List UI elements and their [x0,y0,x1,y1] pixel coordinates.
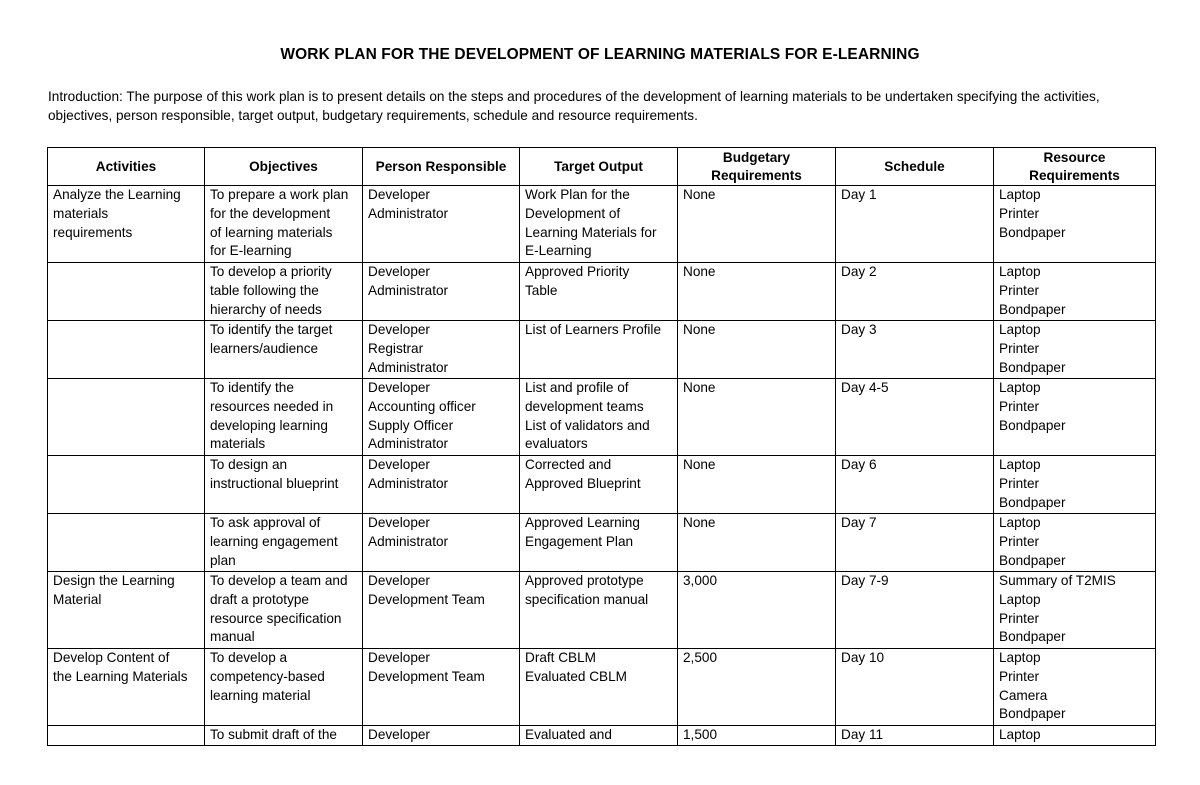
header-objectives: Objectives [205,148,363,186]
cell-target-output-line: E-Learning [525,243,592,259]
table-row [48,321,1156,379]
cell-target-output-line: Approved prototype [525,573,644,588]
cell-target-output-line: Corrected and [525,457,612,472]
cell-person-responsible [363,186,520,263]
header-budget-line: Requirements [711,167,802,183]
cell-schedule [836,572,994,649]
cell-resources-line: Summary of T2MIS [999,573,1116,588]
header-resource-line: Requirements [1029,167,1120,183]
cell-target-output-line: Evaluated CBLM [525,668,628,684]
table-row [48,263,1156,321]
cell-target-output [520,572,678,649]
cell-schedule [836,456,994,514]
cell-objective-line: learning material [210,687,311,703]
cell-objective-line: To develop a priority [210,264,332,279]
cell-resources-line: Bondpaper [999,359,1066,375]
cell-resources-line: Laptop [999,515,1041,530]
cell-objective [205,186,363,263]
cell-objective [205,321,363,379]
cell-schedule [836,379,994,456]
intro-line: objectives, person responsible, target output, budgetary requirements, schedule and resource requirements. [48,108,698,123]
cell-schedule [836,321,994,379]
cell-target-output-line: specification manual [525,591,649,607]
cell-target-output-line: Approved Blueprint [525,475,641,491]
cell-schedule [836,186,994,263]
cell-objective [205,514,363,572]
cell-activity [48,456,205,514]
table-header-row [48,148,1156,186]
cell-budget-value: None [683,264,716,279]
cell-budget-value: None [683,187,716,202]
cell-target-output [520,263,678,321]
header-resource-line: Resource [1043,149,1106,165]
table-row [48,572,1156,649]
cell-objective-line: manual [210,629,255,645]
cell-person-responsible-line: Developer [368,264,430,279]
cell-schedule-value: Day 3 [841,322,877,337]
cell-schedule-value: Day 4-5 [841,380,889,395]
cell-person-responsible-line: Administrator [368,475,449,491]
cell-objective [205,572,363,649]
cell-objective-line: of learning materials [210,224,333,240]
cell-resources-line: Printer [999,668,1040,684]
cell-target-output-line: List and profile of [525,380,629,395]
cell-budget [678,186,836,263]
cell-person-responsible-line: Supply Officer [368,417,454,433]
cell-objective-line: for E-learning [210,243,292,259]
cell-target-output [520,456,678,514]
cell-target-output [520,649,678,726]
cell-person-responsible [363,649,520,726]
cell-activity-line: Analyze the Learning [53,187,181,202]
table-row [48,186,1156,263]
cell-person-responsible-line: Administrator [368,282,449,298]
cell-resources-line: Bondpaper [999,706,1066,722]
cell-resources-line: Bondpaper [999,629,1066,645]
cell-activity-line: materials [53,205,109,221]
cell-resources-line: Laptop [999,380,1041,395]
cell-resources [994,726,1156,746]
cell-activity [48,649,205,726]
cell-person-responsible-line: Developer [368,380,430,395]
cell-person-responsible-line: Registrar [368,340,424,356]
cell-objective-line: To ask approval of [210,515,321,530]
cell-person-responsible [363,456,520,514]
cell-resources [994,186,1156,263]
cell-objective [205,649,363,726]
cell-target-output-line: development teams [525,398,644,414]
cell-objective-line: competency-based [210,668,325,684]
cell-resources-line: Printer [999,398,1040,414]
cell-activity-line: Design the Learning [53,573,175,588]
cell-target-output-line: Approved Priority [525,264,630,279]
cell-person-responsible [363,263,520,321]
header-budgetary-requirements [678,148,836,186]
cell-budget [678,321,836,379]
table-row [48,726,1156,746]
cell-person-responsible-line: Developer [368,457,430,472]
cell-resources-line: Bondpaper [999,552,1066,568]
cell-person-responsible [363,321,520,379]
cell-schedule-value: Day 7-9 [841,573,889,588]
cell-resources-line: Laptop [999,457,1041,472]
cell-target-output-line: Work Plan for the [525,187,630,202]
cell-activity [48,263,205,321]
cell-resources-line: Laptop [999,264,1041,279]
cell-resources-line: Printer [999,282,1040,298]
cell-budget [678,263,836,321]
cell-resources [994,572,1156,649]
header-target-output: Target Output [520,148,678,186]
cell-resources [994,321,1156,379]
cell-resources-line: Laptop [999,727,1041,742]
table-row [48,514,1156,572]
cell-target-output-line: Development of [525,205,621,221]
cell-objective-line: To prepare a work plan [210,187,349,202]
introduction-paragraph [48,87,1158,125]
cell-budget [678,379,836,456]
cell-person-responsible [363,572,520,649]
cell-budget-value: 1,500 [683,727,718,742]
cell-person-responsible-line: Administrator [368,533,449,549]
header-person-responsible: Person Responsible [363,148,520,186]
cell-resources-line: Laptop [999,187,1041,202]
cell-resources-line: Printer [999,533,1040,549]
cell-person-responsible-line: Developer [368,515,430,530]
cell-target-output-line: Approved Learning [525,515,640,530]
cell-resources-line: Bondpaper [999,494,1066,510]
cell-target-output-line: Learning Materials for [525,224,657,240]
cell-objective-line: table following the [210,282,319,298]
cell-resources-line: Printer [999,475,1040,491]
cell-target-output-line: List of validators and [525,417,650,433]
cell-person-responsible-line: Developer [368,322,430,337]
cell-resources-line: Camera [999,687,1048,703]
cell-target-output-line: Draft CBLM [525,650,597,665]
cell-resources [994,649,1156,726]
cell-objective-line: hierarchy of needs [210,301,322,317]
cell-objective-line: To develop a team and [210,573,348,588]
cell-activity [48,379,205,456]
cell-activity [48,726,205,746]
cell-schedule [836,726,994,746]
cell-person-responsible-line: Administrator [368,205,449,221]
cell-resources [994,379,1156,456]
cell-resources [994,514,1156,572]
cell-target-output [520,379,678,456]
cell-target-output-line: Table [525,282,558,298]
cell-schedule-value: Day 7 [841,515,877,530]
cell-resources-line: Laptop [999,650,1041,665]
cell-objective-line: for the development [210,205,331,221]
cell-person-responsible-line: Administrator [368,436,449,452]
cell-schedule [836,263,994,321]
cell-activity [48,514,205,572]
cell-objective-line: learners/audience [210,340,319,356]
cell-person-responsible-line: Accounting officer [368,398,476,414]
cell-objective-line: resources needed in [210,398,334,414]
cell-resources [994,456,1156,514]
cell-person-responsible [363,379,520,456]
table-row [48,456,1156,514]
cell-budget [678,572,836,649]
cell-person-responsible-line: Development Team [368,668,485,684]
cell-resources-line: Bondpaper [999,301,1066,317]
intro-line: Introduction: The purpose of this work plan is to present details on the steps and procedures of the development of learning materials to be undertaken specifying the activities, [48,89,1100,104]
cell-resources-line: Printer [999,205,1040,221]
table-row [48,649,1156,726]
cell-budget [678,514,836,572]
cell-budget-value: None [683,457,716,472]
cell-objective-line: To submit draft of the [210,727,337,742]
cell-objective-line: draft a prototype [210,591,309,607]
cell-person-responsible-line: Development Team [368,591,485,607]
cell-budget-value: 2,500 [683,650,718,665]
cell-resources-line: Laptop [999,322,1041,337]
cell-budget-value: None [683,380,716,395]
cell-schedule-value: Day 6 [841,457,877,472]
cell-objective-line: plan [210,552,236,568]
cell-budget [678,649,836,726]
cell-objective-line: developing learning [210,417,328,433]
work-plan-table [47,147,1156,746]
cell-schedule-value: Day 10 [841,650,885,665]
cell-person-responsible-line: Developer [368,650,430,665]
cell-person-responsible-line: Administrator [368,359,449,375]
cell-target-output [520,514,678,572]
cell-schedule [836,649,994,726]
cell-resources-line: Printer [999,610,1040,626]
cell-objective-line: To design an [210,457,288,472]
cell-target-output-line: List of Learners Profile [525,322,662,337]
cell-activity-line: requirements [53,224,133,240]
cell-person-responsible [363,514,520,572]
cell-objective-line: To identify the [210,380,294,395]
cell-activity-line: the Learning Materials [53,668,188,684]
header-schedule: Schedule [836,148,994,186]
cell-resources-line: Bondpaper [999,417,1066,433]
cell-budget-value: 3,000 [683,573,718,588]
cell-objective [205,456,363,514]
cell-budget-value: None [683,322,716,337]
cell-budget [678,456,836,514]
cell-target-output [520,186,678,263]
cell-budget-value: None [683,515,716,530]
cell-activity-line: Material [53,591,102,607]
cell-objective-line: resource specification [210,610,342,626]
cell-objective-line: To develop a [210,650,288,665]
cell-target-output [520,321,678,379]
cell-schedule-value: Day 1 [841,187,877,202]
cell-activity [48,321,205,379]
cell-resources-line: Printer [999,340,1040,356]
cell-objective-line: materials [210,436,266,452]
header-budget-line: Budgetary [722,149,791,165]
page-title: WORK PLAN FOR THE DEVELOPMENT OF LEARNING MATERIALS FOR E-LEARNING [280,46,920,63]
cell-activity [48,186,205,263]
cell-objective-line: instructional blueprint [210,475,339,491]
table-row [48,379,1156,456]
cell-schedule-value: Day 11 [841,727,884,742]
cell-person-responsible [363,726,520,746]
header-resource-requirements [994,148,1156,186]
cell-resources [994,263,1156,321]
header-activities: Activities [48,148,205,186]
cell-activity-line: Develop Content of [53,650,170,665]
cell-resources-line: Laptop [999,591,1041,607]
cell-objective-line: learning engagement [210,533,338,549]
cell-target-output [520,726,678,746]
cell-objective [205,263,363,321]
cell-target-output-line: Evaluated and [525,727,612,742]
cell-budget [678,726,836,746]
cell-target-output-line: evaluators [525,436,588,452]
table-body [48,186,1156,746]
cell-activity [48,572,205,649]
cell-target-output-line: Engagement Plan [525,533,634,549]
cell-objective [205,726,363,746]
cell-person-responsible-line: Developer [368,573,430,588]
cell-person-responsible-line: Developer [368,187,430,202]
cell-person-responsible-line: Developer [368,727,430,742]
cell-objective-line: To identify the target [210,322,333,337]
cell-objective [205,379,363,456]
cell-resources-line: Bondpaper [999,224,1066,240]
cell-schedule [836,514,994,572]
cell-schedule-value: Day 2 [841,264,877,279]
